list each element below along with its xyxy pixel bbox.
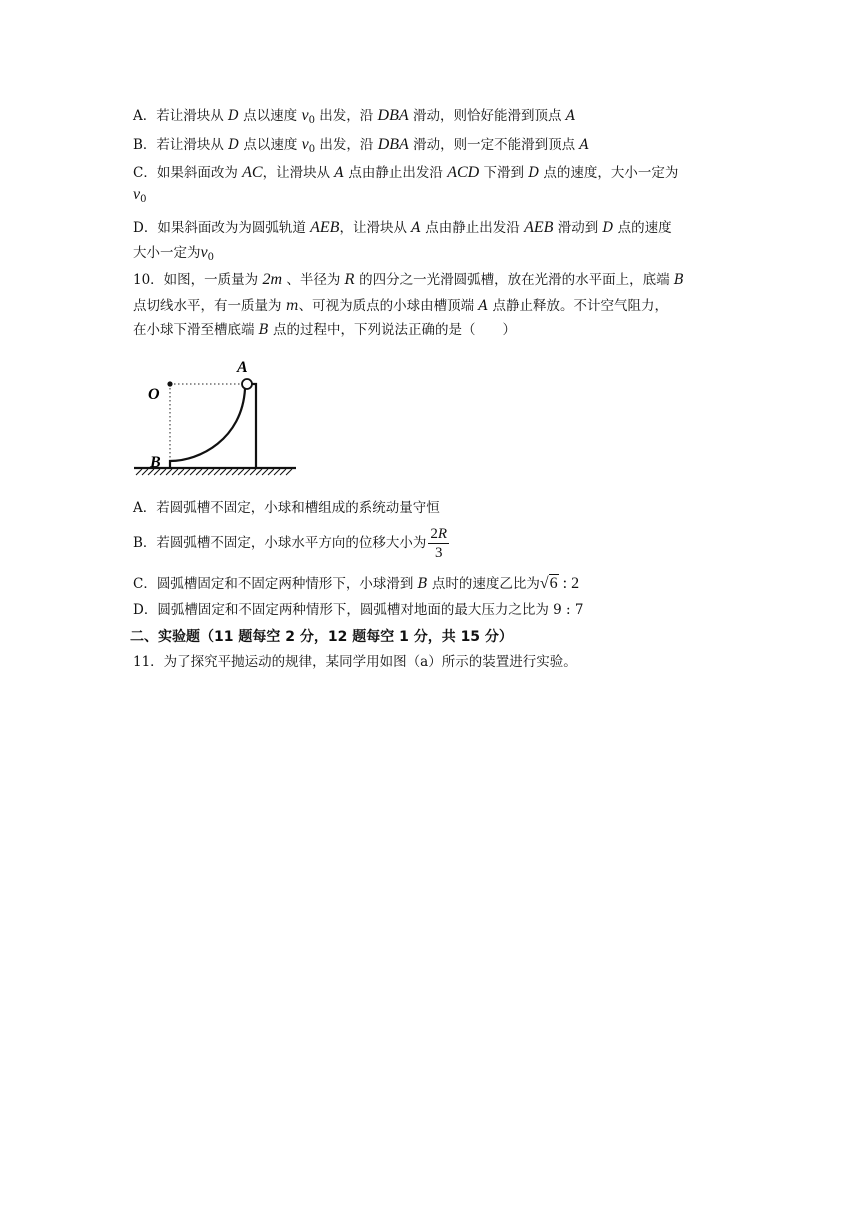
text: 点的速度，大小一定为 [539, 165, 679, 181]
var-A: A [579, 137, 590, 153]
subscript: 0 [207, 252, 214, 263]
var-D: D [602, 220, 614, 236]
var-A: A [411, 220, 421, 236]
text: C．如果斜面改为 [133, 165, 243, 181]
text: A．若圆弧槽不固定，小球和槽组成的系统动量守恒 [133, 500, 440, 516]
subscript: 0 [140, 194, 147, 205]
var-D: D [228, 137, 240, 153]
point-o [167, 381, 172, 386]
ball [242, 379, 252, 389]
q9-option-b [133, 135, 589, 155]
q9-option-c-line2 [133, 185, 146, 205]
text: 点由静止出发沿 [421, 220, 525, 236]
text: 点时的速度乙比为 [427, 576, 540, 592]
var-v: v [133, 186, 141, 203]
q10-option-c [133, 574, 579, 594]
q10-option-d [133, 600, 583, 620]
q9-option-c [133, 163, 678, 183]
text: 11．为了探究平抛运动的规律，某同学用如图（a）所示的装置进行实验。 [133, 654, 577, 670]
text: 滑动到 [553, 220, 603, 236]
var-A: A [565, 108, 576, 124]
path-label: AEB [310, 219, 340, 236]
text: A．若让滑块从 [133, 108, 229, 124]
var-v: v [200, 244, 208, 261]
fraction-denominator: 3 [435, 545, 443, 561]
text: 、可视为质点的小球由槽顶端 [298, 298, 479, 314]
radicand: 6 [549, 575, 558, 592]
text: ，让滑块从 [339, 220, 412, 236]
text: 点的过程中，下列说法正确的是（ ） [268, 322, 517, 338]
arc-groove-figure [130, 355, 300, 485]
var-B: B [673, 272, 684, 288]
numerator-coef: 2 [430, 526, 438, 542]
groove-outline [170, 384, 256, 467]
ratio: : 2 [558, 575, 580, 592]
section-heading: 二、实验题（11 题每空 2 分，12 题每空 1 分，共 15 分） [130, 629, 513, 645]
var-D: D [228, 108, 239, 124]
text: B．若让滑块从 [133, 137, 229, 153]
text: 点以速度 [239, 137, 302, 153]
text: D．如果斜面改为为圆弧轨道 [133, 220, 311, 236]
q9-option-d-line2 [133, 243, 214, 263]
label-a: A [237, 359, 248, 376]
var-v: v [301, 136, 309, 153]
text: ，让滑块从 [262, 165, 335, 181]
var-D: D [528, 165, 540, 181]
text: D．圆弧槽固定和不固定两种情形下，圆弧槽对地面的最大压力之比为 9 : 7 [133, 602, 584, 618]
text: 的四分之一光滑圆弧槽，放在光滑的水平面上，底端 [354, 272, 674, 288]
q10-option-a [133, 498, 440, 518]
path-label: AEB [524, 219, 554, 236]
text: 点静止释放。不计空气阻力， [488, 298, 668, 314]
var-A: A [334, 165, 345, 181]
text: 滑动，则一定不能滑到顶点 [408, 137, 580, 153]
text: 出发，沿 [314, 108, 378, 124]
numerator-var: R [437, 526, 448, 542]
q10-option-b [133, 523, 449, 563]
text: B．若圆弧槽不固定，小球水平方向的位移大小为 [133, 535, 427, 551]
path-label: DBA [377, 136, 409, 153]
var-B: B [417, 576, 428, 592]
subscript: 0 [308, 144, 316, 155]
q10-stem-line1 [133, 270, 684, 290]
var-R: R [344, 272, 355, 288]
text: 点由静止出发沿 [344, 165, 448, 181]
path-label: AC [242, 164, 263, 181]
path-label: DBA [377, 107, 409, 124]
text: 、半径为 [282, 272, 345, 288]
path-label: ACD [447, 164, 480, 181]
q11-stem [133, 652, 577, 672]
label-o: O [148, 386, 160, 403]
text: 滑动，则恰好能滑到顶点 [408, 108, 566, 124]
text: 在小球下滑至槽底端 [133, 322, 259, 338]
q10-stem-line3 [133, 320, 516, 340]
var-mass: 2m [262, 271, 283, 288]
sqrt-expression: √6 [539, 575, 558, 592]
q9-option-a [133, 106, 576, 126]
fraction-numerator [428, 525, 449, 544]
q9-option-d [133, 218, 672, 238]
text: 点以速度 [238, 108, 302, 124]
var-A: A [478, 298, 489, 314]
text: C．圆弧槽固定和不固定两种情形下，小球滑到 [133, 576, 418, 592]
fraction [428, 525, 449, 562]
text: 大小一定为 [133, 245, 201, 261]
var-m: m [285, 298, 299, 314]
text: 10．如图，一质量为 [133, 272, 263, 288]
text: 下滑到 [479, 165, 529, 181]
label-b: B [150, 454, 161, 471]
text: 点的速度 [613, 220, 672, 236]
q10-stem-line2 [133, 296, 668, 316]
var-B: B [258, 322, 269, 338]
var-v: v [301, 107, 309, 124]
subscript: 0 [308, 115, 315, 126]
text: 点切线水平，有一质量为 [133, 298, 286, 314]
text: 出发，沿 [315, 137, 378, 153]
